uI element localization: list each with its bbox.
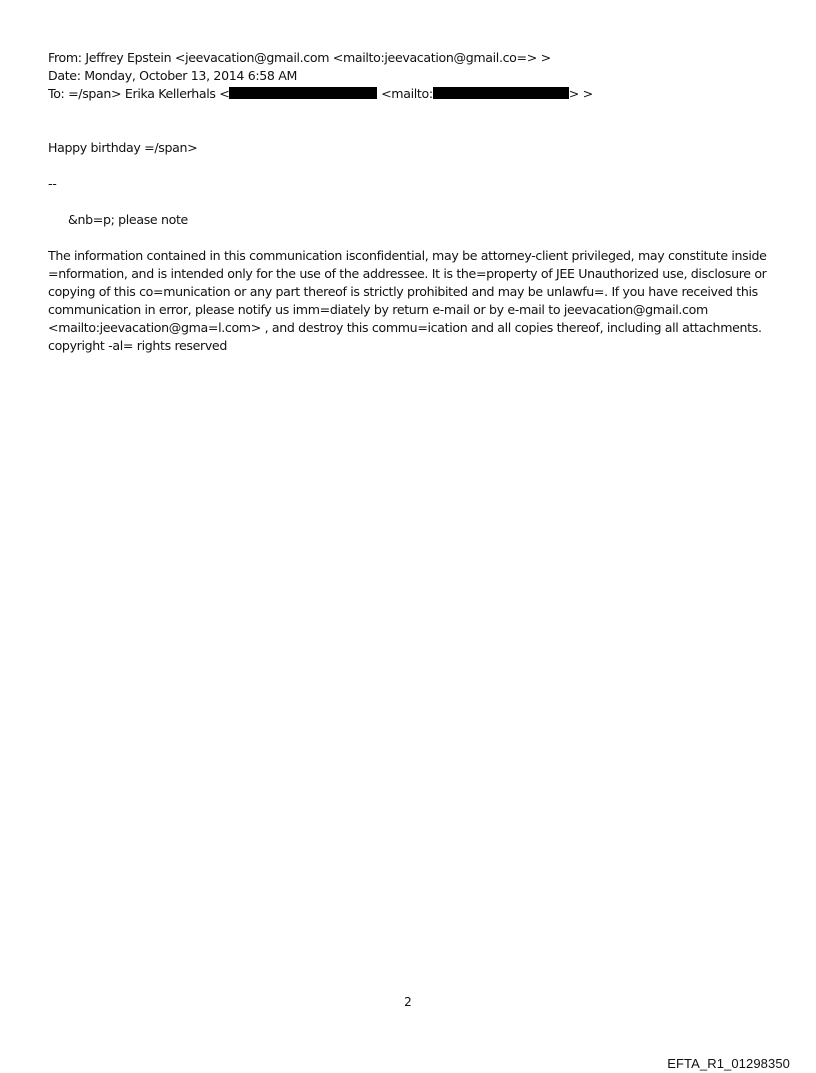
from-line: From: Jeffrey Epstein <jeevacation@gmail.com <mailto:jeevacation@gmail.co=> > <box>48 50 551 65</box>
disclaimer-line: The information contained in this communication isconfidential, may be attorney-client privileged, may constitute inside <box>48 248 767 263</box>
signature-separator: -- <box>48 176 57 191</box>
email-header <box>48 49 788 103</box>
redaction-bar <box>433 87 569 99</box>
note-text: &nb=p; please note <box>68 212 188 227</box>
page-number: 2 <box>404 995 412 1009</box>
redaction-bar <box>229 87 377 99</box>
disclaimer-paragraph <box>48 247 776 355</box>
to-middle: <mailto: <box>377 86 433 101</box>
disclaimer-line: =nformation, and is intended only for the use of the addressee. It is the=property of JEE Unauthorized use, disclosure or <box>48 266 767 281</box>
to-prefix: To: =/span> Erika Kellerhals < <box>48 86 230 101</box>
disclaimer-line: copyright -al= rights reserved <box>48 338 227 353</box>
greeting-text: Happy birthday =/span> <box>48 140 198 155</box>
to-line <box>48 85 788 103</box>
disclaimer-line: communication in error, please notify us imm=diately by return e-mail or by e-mail to jeevacation@gmail.com <box>48 302 708 317</box>
bates-number: EFTA_R1_01298350 <box>667 1056 790 1071</box>
disclaimer-line: <mailto:jeevacation@gma=l.com> , and destroy this commu=ication and all copies thereof, including all attachments. <box>48 320 762 335</box>
to-suffix: > > <box>568 86 593 101</box>
date-line: Date: Monday, October 13, 2014 6:58 AM <box>48 68 298 83</box>
disclaimer-line: copying of this co=munication or any part thereof is strictly prohibited and may be unlawfu=. If you have received this <box>48 284 758 299</box>
